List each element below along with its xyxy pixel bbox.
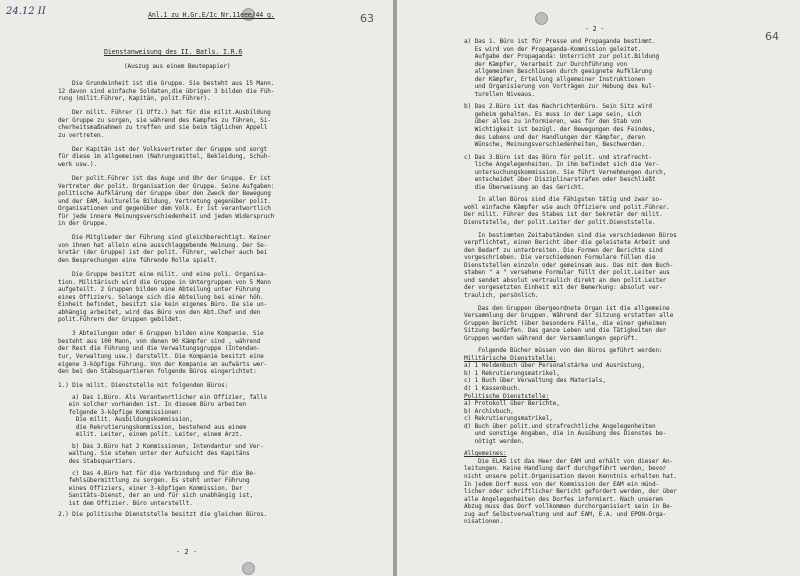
text-line: ist dem Offizier. Büro unterstellt. (58, 499, 193, 507)
text-line: Die ELAS ist das Heer der EAM und erhält von dieser An- (478, 457, 674, 465)
text-line: Dienststellen einzeln oder gemeinsam aus. Das mit dem Buch- (464, 261, 674, 269)
text-line: geheim gehalten. Es muss in der Lage sein, sich (464, 110, 642, 118)
paragraph (58, 109, 388, 139)
text-line: folgende 3-köpfige Kommissionen: (58, 408, 183, 416)
text-line: milit. Leiter, einem polit. Leiter, einem Arzt. (58, 431, 243, 439)
text-line: c) Das 3.Büro ist das Büro für polit. und strafrecht- (464, 153, 652, 161)
text-line: ein solcher vorhanden ist. In diesem Büro arbeiten (58, 401, 246, 409)
text-line: in der Gruppe. (58, 220, 108, 228)
text-line: über alles zu informieren, was für den Stab von (464, 118, 642, 126)
text-line: den Besprechungen eine führende Rolle spielt. (58, 256, 218, 264)
text-line: b) Das 3.Büro hat 2 Kommissionen, Intendantur und Ver- (72, 442, 264, 450)
text-line: b) Das 2.Büro ist das Nachrichtenbüro. Sein Sitz wird (464, 103, 652, 111)
political-heading: Politische Dienststelle: (464, 392, 550, 400)
list-item (464, 38, 794, 98)
left-page (0, 0, 393, 576)
text-line: d) 1 Kassenbuch. (464, 384, 521, 392)
paragraph (58, 234, 388, 264)
text-line: In bestimmten Zeitabständen sind die verschiedenen Büros (478, 231, 677, 239)
text-line: zug auf Selbstverwaltung und auf EAM, E.A. und EPON-Orga- (464, 510, 667, 518)
closing-line: 2.) Die politische Dienststelle besitzt die gleichen Büros. (58, 511, 268, 519)
list-item (464, 154, 794, 192)
page-stamp-number: 63 (360, 12, 374, 25)
punch-hole (535, 12, 548, 25)
military-heading: Militärische Dienststelle: (464, 354, 557, 362)
text-line: des Stabsquartiers. (58, 458, 137, 466)
political-books-list (464, 400, 794, 445)
paragraph (58, 175, 388, 228)
text-line: der vorgesetzten Einheit mit der Bemerkung: absolut ver- (464, 284, 663, 292)
list-intro: 1.) Die milit. Dienststelle mit folgenden Büros: (58, 382, 229, 390)
text-line: wohl einfache Kämpfer wie auch Offiziere und polit.Führer. (464, 203, 670, 211)
text-line: untersuchungskommission. Sie führt Vernehmungen durch, (464, 168, 667, 176)
text-line: der Kämpfer, Erteilung allgemeiner Instruktionen (464, 75, 645, 83)
right-page-header: - 2 - (585, 25, 605, 33)
document-subtitle: (Auszug aus einem Beutepapier) (124, 63, 231, 70)
paragraph (58, 271, 388, 324)
text-line: Gruppen werden während der Versammlungen geprüft. (464, 334, 638, 342)
punch-hole (242, 562, 255, 575)
text-line: von ihnen hat allein eine ausschlaggebende Meinung. Der Se- (58, 241, 268, 249)
text-line: In jedem Dorf muss von der Kommission der EAM ein münd- (464, 480, 660, 488)
text-line: Versammlung der Gruppen. Während der Sitzung erstatten alle (464, 312, 674, 320)
paragraph (464, 305, 794, 343)
books-intro: Folgende Bücher müssen von den Büros geführt werden: (478, 347, 663, 355)
text-line: den bei den Stabsquartieren folgende Büros eingerichtet: (58, 368, 257, 376)
text-line: den Bedarf zu unterbreiten. Die Formen der Berichte sind (464, 246, 663, 254)
text-line: entscheidet über Disziplinarstrafen oder beschließt (464, 176, 656, 184)
military-books-list (464, 362, 794, 392)
text-line: turellen Niveaus. (464, 90, 535, 98)
text-line: nisationen. (464, 518, 504, 526)
text-line: tion. Militärisch wird die Gruppe in Untergruppen von 5 Mann (58, 278, 271, 286)
list-item (58, 394, 388, 439)
text-line: besteht aus 100 Mann, von denen 90 Kämpfer sind , während (58, 337, 261, 345)
text-line: Der Kapitän ist der Volksvertreter der Gruppe und sorgt (72, 145, 268, 153)
general-heading: Allgemeines: (464, 450, 507, 458)
text-line: und sonstige Angaben, die in Ausübung des Dienstes be- (464, 430, 667, 438)
text-line: Wichtigkeit ist bezügl. der Bewegungen des Feindes, (464, 126, 656, 134)
text-line: b) Archivbuch, (464, 407, 514, 415)
text-line: a) Das 1. Büro ist für Presse und Propaganda bestimmt. (464, 38, 656, 45)
text-line: leitungen. Keine Handlung darf durchgeführt werden, bevor (464, 465, 667, 473)
text-line: In allen Büros sind die Fähigsten tätig und zwar so- (478, 196, 663, 204)
text-line: für diese im allgemeinen (Nahrungsmittel, Bekleidung, Schuh- (58, 153, 271, 161)
text-line: nicht unsere polit.Organisation davon Kenntnis erhalten hat. (464, 472, 677, 480)
text-line: Die Gruppe besitzt eine milit. und eine poli. Organisa- (72, 270, 268, 278)
text-line: Es wird von der Propaganda-Kommission geleitet. (464, 45, 642, 53)
text-line: politische Aufklärung der Gruppe über den Zweck der Bewegung (58, 190, 271, 198)
text-line: Einheit befindet, besitzt sie kein eigenes Büro. Da sie un- (58, 301, 268, 309)
right-body (464, 38, 794, 526)
text-line: der Rest die Führung und die Verwaltungsgruppe (Intendan- (58, 345, 261, 353)
text-line: tur, Verwaltung usw.) darstellt. Die Kompanie besitzt eine (58, 352, 264, 360)
paragraph (464, 232, 794, 300)
page-stamp-number: 64 (765, 30, 779, 43)
text-line: c) 1 Buch über Verwaltung des Materials, (464, 377, 606, 385)
text-line: Das den Gruppen übergeordnete Organ ist die allgemeine (478, 304, 670, 312)
text-line: verpflichtet, einen Bericht über die geleistete Arbeit und (464, 239, 670, 247)
page-number: - 2 - (176, 548, 198, 556)
text-line: licher oder schriftlicher Bericht gefordert werden, der über (464, 488, 677, 496)
general-paragraph (464, 458, 794, 526)
text-line: Der milit. Führer (1 Uffz.) hat für die milit.Ausbildung (72, 109, 271, 117)
text-line: c) Rekrutierungsmatrikel, (464, 415, 553, 423)
text-line: polit.Führern der Gruppen gebildet. (58, 316, 183, 324)
text-line: Aufgabe der Propaganda: Unterricht zur polit.Bildung (464, 53, 660, 61)
text-line: 12 davon sind einfache Soldaten,die übrigen 3 bilden die Füh- (58, 87, 275, 95)
text-line: der Kämpfer, Verarbeit zur Durchführung von (464, 60, 628, 68)
text-line: Die Mitglieder der Führung sind gleichberechtigt. Keiner (72, 234, 271, 242)
text-line: Dienststelle, der polit.Leiter der polit.Dienststelle. (464, 219, 656, 227)
text-line: zu vertreten. (58, 131, 105, 139)
text-line: liche Angelegenheiten. In ihm befindet sich die Ver- (464, 161, 660, 169)
text-line: die Überweisung an das Gericht. (464, 183, 585, 191)
text-line: aufgeteilt. 2 Gruppen bilden eine Abteilung unter Führung (58, 286, 261, 294)
document-title: Dienstanweisung des II. Batls. I.R.6 (104, 48, 243, 56)
text-line: und sendet absolut vertraulich direkt an den polit.Leiter (464, 276, 667, 284)
text-line: werk usw.). (58, 160, 98, 168)
text-line: Vertreter der polit. Organisation der Gruppe. Seine Aufgaben: (58, 182, 275, 190)
text-line: des Lebens und der Handlungen der Kämpfer, deren (464, 133, 645, 141)
paragraph (464, 196, 794, 226)
text-line: Die Grundeinheit ist die Gruppe. Sie besteht aus 15 Mann. (72, 80, 275, 87)
paragraph (58, 146, 388, 169)
text-line: fehlsübermittlung zu sorgen. Es steht unter Führung (58, 477, 250, 485)
text-line: d) Buch über polit.und strafrechtliche Angelegenheiten (464, 422, 656, 430)
list-item (464, 103, 794, 148)
text-line: a) Das 1.Büro. Als Verantwortlicher ein Offizier, falls (72, 393, 268, 401)
text-line: b) 1 Rekrutierungsmatrikel, (464, 369, 560, 377)
text-line: und Organisierung von Vorträgen zur Hebung des kul- (464, 83, 656, 91)
right-page (397, 0, 800, 576)
document-header: Anl.1 zu H.Gr.E/Ic Nr.11eee/44 g. (148, 11, 275, 19)
text-line: und der EAM, kulturelle Bildung, Vertretung gegenüber polit. (58, 197, 271, 205)
text-line: Sitzung bedürfen. Das ganze Leben und die Tätigkeiten der (464, 327, 667, 335)
text-line: alle Angelegenheiten des Dorfes informiert. Nach unserem (464, 495, 663, 503)
text-line: 3 Abteilungen oder 6 Gruppen bilden eine Kompanie. Sie (72, 330, 264, 338)
text-line: Sanitäts-Dienst, der an und für sich unabhängig ist, (58, 492, 254, 500)
text-line: Organisationen und gegenüber dem Volk. Er ist verantwortlich (58, 205, 271, 213)
text-line: der Gruppe zu sorgen, sie während des Kampfes zu führen, Si- (58, 116, 271, 124)
text-line: für jede innere Meinungsverschiedenheit und jeden Widerspruch (58, 212, 275, 220)
text-line: waltung. Sie stehen unter der Aufsicht des Kapitäns (58, 450, 250, 458)
text-line: Gruppen Bericht (über besondere Fälle, die einer geheimen (464, 319, 667, 327)
text-line: vorgeschrieben. Die verschiedenen Formulare füllen die (464, 254, 656, 262)
text-line: nötigt werden. (464, 437, 525, 445)
text-line: c) Das 4.Büro hat für die Verbindung und für die Be- (72, 469, 257, 477)
text-line: Die milit. Ausbildungskommission, (58, 416, 193, 424)
text-line: eigene 3-köpfige Führung. Von der Kompanie an aufwärts wer- (58, 360, 268, 368)
handwritten-note: 24.12 II (6, 6, 46, 17)
text-line: a) Protokoll über Berichte, (464, 400, 560, 408)
paragraph (58, 330, 388, 375)
text-line: traulich, persönlich. (464, 291, 539, 299)
text-line: allgemeinen Beschlüssen durch geeignete Aufklärung (464, 68, 652, 76)
paragraph (58, 80, 388, 103)
text-line: Der polit.Führer ist das Auge und Ohr der Gruppe. Er ist (72, 174, 271, 182)
left-body (58, 80, 388, 519)
text-line: kretär (der Gruppe) ist der polit. Führer, welcher auch bei (58, 249, 268, 257)
text-line: die Rekrutierungskommission, bestehend aus einem (58, 423, 246, 431)
text-line: abhängig arbeitet, wird das Büro von den Abt.Chef und den (58, 308, 261, 316)
text-line: eines Offiziers. Solange sich die Abteilung bei einer höh. (58, 293, 264, 301)
text-line: Abzug muss das Dorf vollkommen durchorganisiert sein in Be- (464, 503, 674, 511)
text-line: rung (milit.Führer, Kapitän, polit.Führer). (58, 95, 211, 103)
text-line: staben " a " versehene Formular füllt der polit.Leiter aus (464, 269, 670, 277)
text-line: Der milit. Führer des Stabes ist der Sekretär der milit. (464, 211, 663, 219)
text-line: a) 1 Heldenbuch über Personalstärke und Ausrüstung, (464, 362, 645, 370)
text-line: cherheitsmaßnahmen zu treffen und sie beim täglichen Appell (58, 124, 268, 132)
text-line: Wünsche, Meinungsverschiedenheiten, Beschwerden. (464, 141, 645, 149)
text-line: eines Offiziers, einer 3-köpfigen Kommission. Der (58, 484, 243, 492)
list-item (58, 470, 388, 508)
list-item (58, 443, 388, 466)
